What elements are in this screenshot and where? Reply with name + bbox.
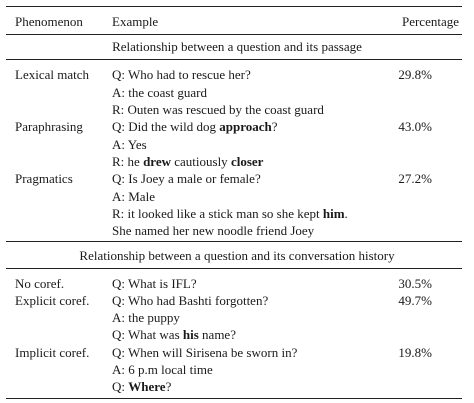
example-text: Q: xyxy=(112,379,129,394)
header-percentage: Percentage xyxy=(401,14,459,29)
example-line xyxy=(112,377,171,396)
section-2-title-row xyxy=(0,246,474,265)
example-text-bold: his xyxy=(182,327,199,342)
example-text: ? xyxy=(271,119,278,134)
percentage-value: 19.8% xyxy=(398,345,432,360)
section-title: Relationship between a question and its conversation history xyxy=(79,248,395,263)
percentage-value: 27.2% xyxy=(398,171,432,186)
header-rule xyxy=(6,34,462,35)
section-divider-rule xyxy=(6,241,462,242)
phenomenon-label: Pragmatics xyxy=(15,171,73,186)
section-2-title-rule xyxy=(6,268,462,269)
phenomenon-label: Paraphrasing xyxy=(15,119,83,134)
example-text: She named her new noodle friend Joey xyxy=(112,223,315,238)
section-1-title-rule xyxy=(6,59,462,60)
example-text: name? xyxy=(198,327,236,342)
table-row xyxy=(0,221,474,240)
phenomenon-label: Implicit coref. xyxy=(15,345,90,360)
header-phenomenon: Phenomenon xyxy=(15,14,83,29)
example-text: R: it looked like a stick man so she kept xyxy=(112,206,323,221)
example-text-bold: drew xyxy=(143,154,171,169)
example-text: R: he xyxy=(112,154,144,169)
header-example: Example xyxy=(112,14,159,29)
example-line xyxy=(112,65,251,84)
table-row xyxy=(0,377,474,396)
example-text-bold: him xyxy=(322,206,345,221)
table-row xyxy=(0,169,474,188)
phenomenon-label: Lexical match xyxy=(15,67,89,82)
example-text: ? xyxy=(165,379,172,394)
example-text: cautiously xyxy=(171,154,231,169)
example-text: . xyxy=(344,206,348,221)
example-line xyxy=(112,325,236,344)
top-rule xyxy=(6,6,462,7)
phenomenon-label: Explicit coref. xyxy=(15,293,90,308)
example-text-bold: closer xyxy=(230,154,264,169)
example-text: Q: Did the wild dog xyxy=(112,119,220,134)
percentage-value: 29.8% xyxy=(398,67,432,82)
bottom-rule xyxy=(6,398,462,399)
table-row xyxy=(0,117,474,136)
example-text: Q: Who had to rescue her? xyxy=(112,67,251,82)
example-text: A: Male xyxy=(112,189,155,204)
example-line xyxy=(112,117,278,136)
example-line xyxy=(112,169,261,188)
section-1-title-row xyxy=(0,37,474,56)
percentage-value: 43.0% xyxy=(398,119,432,134)
example-text: A: Yes xyxy=(112,137,147,152)
example-text-bold: Where xyxy=(128,379,166,394)
example-text-bold: approach xyxy=(219,119,272,134)
percentage-value: 49.7% xyxy=(398,293,432,308)
percentage-value: 30.5% xyxy=(398,276,432,291)
header-row xyxy=(0,12,474,31)
example-text: Q: What is IFL? xyxy=(112,276,197,291)
example-text: Q: Is Joey a male or female? xyxy=(112,171,261,186)
example-text: Q: When will Sirisena be sworn in? xyxy=(112,345,298,360)
example-text: A: the coast guard xyxy=(112,85,207,100)
table-row xyxy=(0,325,474,344)
section-title: Relationship between a question and its passage xyxy=(112,39,362,54)
example-text: A: 6 p.m local time xyxy=(112,362,213,377)
example-text: Q: Who had Bashti forgotten? xyxy=(112,293,269,308)
example-text: R: Outen was rescued by the coast guard xyxy=(112,102,324,117)
example-text: Q: What was xyxy=(112,327,183,342)
phenomenon-label: No coref. xyxy=(15,276,65,291)
table-row xyxy=(0,65,474,84)
example-text: A: the puppy xyxy=(112,310,180,325)
example-line xyxy=(112,221,314,240)
